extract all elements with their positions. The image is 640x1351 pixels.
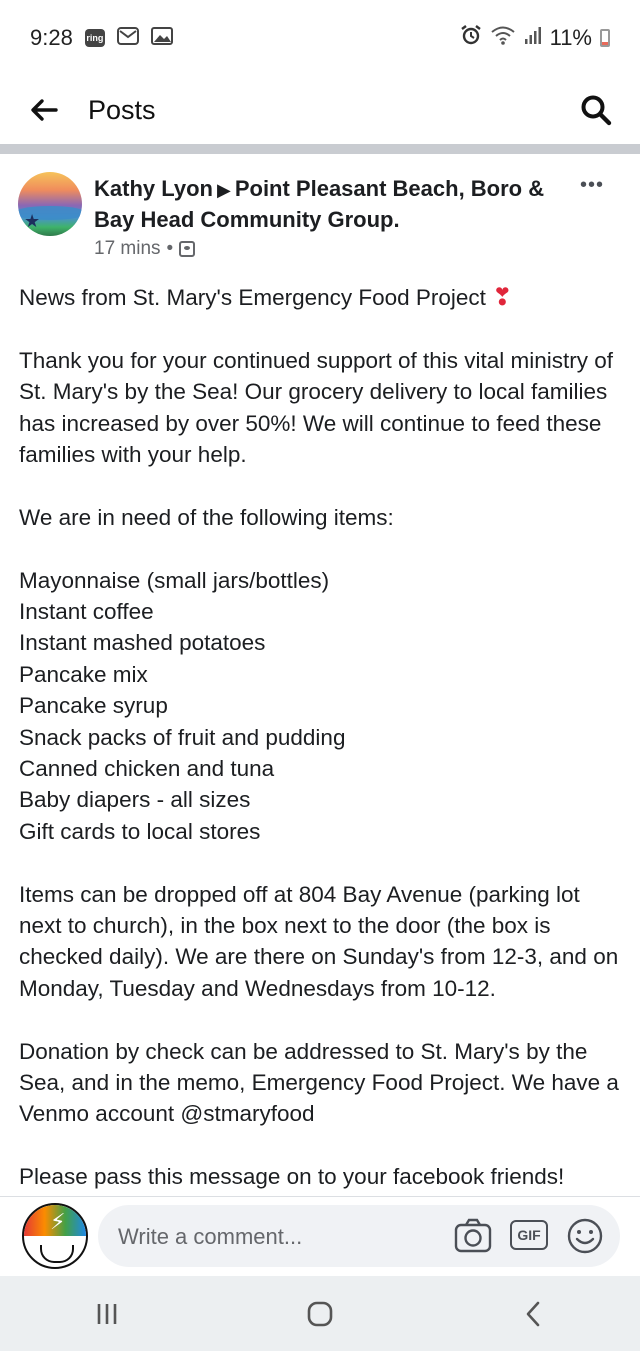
- meta-separator: •: [166, 238, 174, 259]
- list-item: Baby diapers - all sizes: [19, 787, 251, 813]
- wifi-icon: [490, 25, 516, 51]
- group-audience-icon: [179, 241, 195, 257]
- heart-emoji-icon: ❣: [492, 284, 513, 311]
- home-icon[interactable]: [290, 1289, 350, 1339]
- alarm-icon: [460, 24, 482, 52]
- recent-apps-icon[interactable]: [77, 1289, 137, 1339]
- post-header: [0, 154, 640, 274]
- page-title: Posts: [88, 94, 156, 125]
- comment-input[interactable]: [116, 1205, 440, 1269]
- ring-icon: ring: [85, 29, 105, 47]
- system-navigation-bar: [0, 1276, 640, 1351]
- status-bar: [0, 0, 640, 76]
- author-avatar[interactable]: ★: [18, 172, 82, 236]
- author-name[interactable]: Kathy Lyon: [94, 176, 213, 201]
- closing-line: Please pass this message on to your facebook friends!: [19, 1164, 565, 1190]
- play-arrow-icon: ▶: [216, 180, 231, 200]
- system-back-icon[interactable]: [503, 1289, 563, 1339]
- gallery-icon: [151, 25, 173, 51]
- dropoff-paragraph: Items can be dropped off at 804 Bay Avenue (parking lot next to church), in the box next to the door (the box is checked daily). We are there on Sunday's from 12-3, and on Monday, Tuesday and Wednesdays from 10-12.: [19, 881, 619, 1001]
- post-text: [19, 282, 619, 1193]
- user-avatar[interactable]: ⚡: [22, 1203, 88, 1269]
- list-item: Pancake syrup: [19, 693, 168, 719]
- post-author-line: [94, 174, 564, 234]
- group-name[interactable]: Point Pleasant Beach, Boro & Bay Head Community Group.: [94, 176, 545, 232]
- list-item: Gift cards to local stores: [19, 818, 261, 844]
- post-paragraph: Thank you for your continued support of this vital ministry of St. Mary's by the Sea! Our grocery delivery to local families has increased by over 50%! We will continue to feed these families with your help.: [19, 347, 614, 468]
- battery-icon: [600, 29, 610, 47]
- list-item: Snack packs of fruit and pudding: [19, 724, 346, 750]
- status-time: 9:28: [30, 25, 73, 50]
- comment-field: [98, 1205, 620, 1267]
- camera-icon[interactable]: [454, 1218, 492, 1254]
- list-item: Pancake mix: [19, 661, 148, 687]
- list-item: Mayonnaise (small jars/bottles): [19, 567, 330, 593]
- gif-icon[interactable]: GIF: [510, 1220, 548, 1250]
- top-app-bar: [0, 76, 640, 144]
- comment-bar: [0, 1196, 640, 1277]
- list-item: Instant mashed potatoes: [19, 630, 266, 656]
- post-headline: News from St. Mary's Emergency Food Project ❣: [19, 284, 513, 311]
- emoji-smiley-icon[interactable]: [566, 1217, 604, 1255]
- post-card: [0, 154, 640, 1196]
- post-meta: [94, 238, 195, 260]
- items-intro: We are in need of the following items:: [19, 504, 394, 530]
- search-icon[interactable]: [574, 88, 618, 132]
- battery-percent: 11%: [549, 25, 592, 50]
- post-time[interactable]: 17 mins: [94, 238, 161, 259]
- signal-icon: [524, 25, 542, 51]
- list-item: Canned chicken and tuna: [19, 756, 275, 782]
- more-options-icon[interactable]: •••: [580, 174, 605, 196]
- back-arrow-icon[interactable]: [22, 88, 66, 132]
- list-item: Instant coffee: [19, 599, 154, 625]
- donation-paragraph: Donation by check can be addressed to St. Mary's by the Sea, and in the memo, Emergency Food Project. We have a Venmo account @stmaryfood: [19, 1038, 619, 1127]
- gmail-icon: [117, 25, 139, 51]
- section-divider: [0, 144, 640, 154]
